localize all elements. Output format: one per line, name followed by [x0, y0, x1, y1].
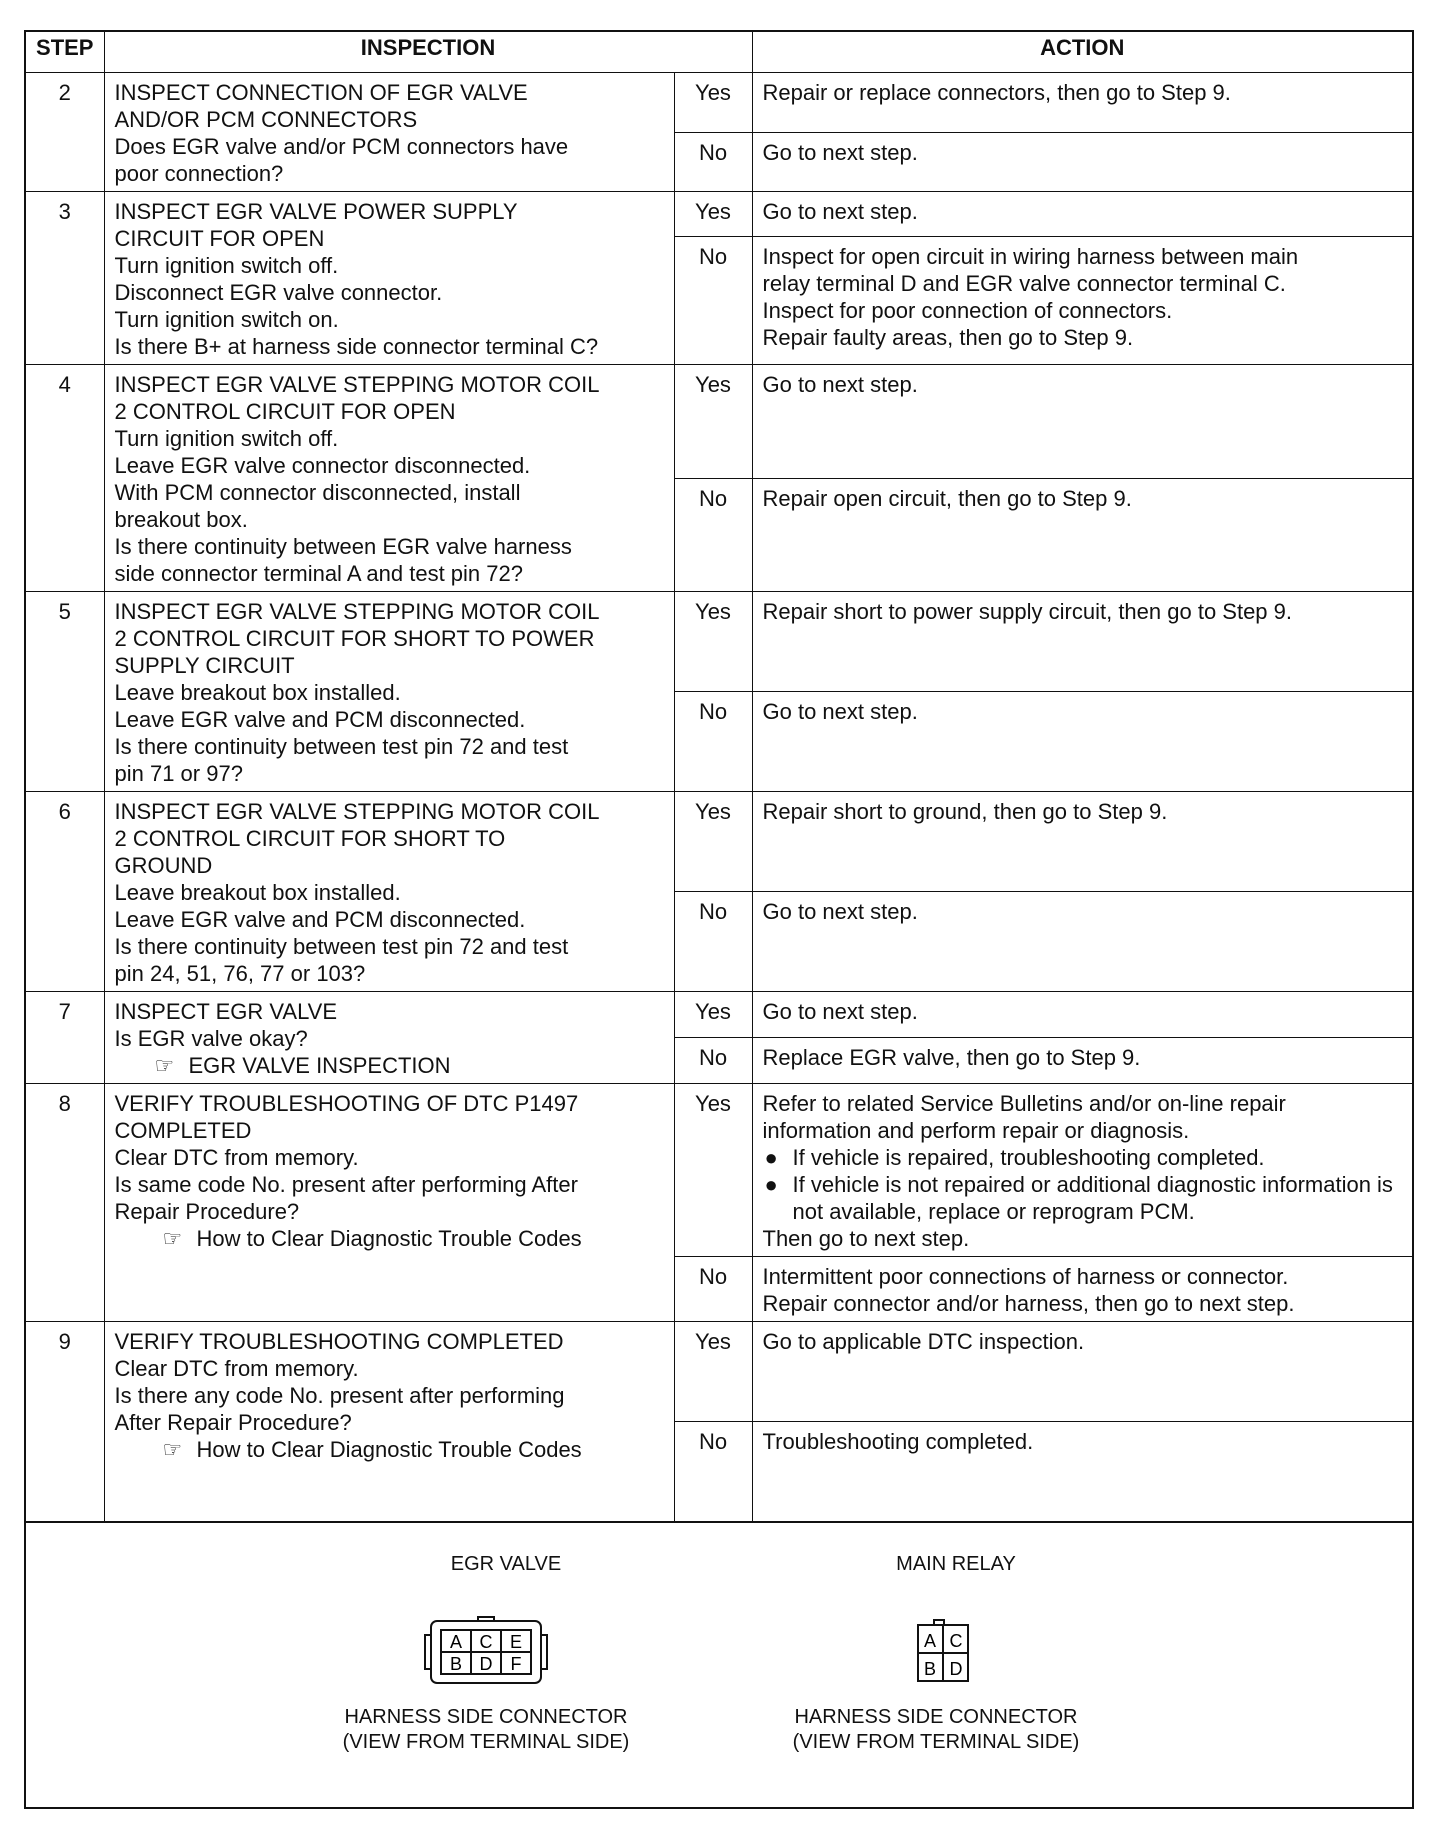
inspection-line: Clear DTC from memory. — [114, 1356, 359, 1381]
yes-answer: Yes — [674, 792, 752, 892]
no-action-line: Go to next step. — [762, 699, 918, 724]
no-action — [752, 132, 1412, 192]
inspection-line: VERIFY TROUBLESHOOTING OF DTC P1497 — [114, 1091, 579, 1116]
egr-valve-caption-line-1: HARNESS SIDE CONNECTOR — [344, 1706, 628, 1728]
yes-action — [752, 1322, 1412, 1422]
inspection-line: Leave breakout box installed. — [114, 680, 401, 705]
inspection-line: Disconnect EGR valve connector. — [114, 280, 443, 305]
egr-terminal-f: F — [510, 1654, 522, 1674]
yes-action — [752, 1084, 1412, 1257]
step-number: 3 — [26, 192, 104, 365]
no-answer: No — [674, 478, 752, 592]
no-action-line: Repair open circuit, then go to Step 9. — [762, 485, 1132, 511]
egr-valve-figure-title: EGR VALVE — [450, 1553, 562, 1575]
yes-action-line: Go to next step. — [762, 999, 918, 1024]
inspection-line: Repair Procedure? — [114, 1199, 300, 1224]
no-answer: No — [674, 1038, 752, 1084]
inspection-line: Is same code No. present after performing After — [114, 1172, 578, 1197]
no-action-line: Go to next step. — [762, 139, 918, 165]
egr-terminal-e: E — [509, 1632, 523, 1652]
action-bullet — [763, 1171, 1405, 1225]
inspection-line: COMPLETED — [114, 1118, 252, 1143]
yes-action-line: Repair short to power supply circuit, then go to Step 9. — [762, 599, 1293, 624]
inspection-line: Is there continuity between EGR valve harness — [114, 534, 572, 559]
no-action — [752, 236, 1412, 364]
inspection-line: breakout box. — [114, 507, 248, 532]
inspection-line: SUPPLY CIRCUIT — [114, 653, 295, 678]
egr-valve-caption — [316, 1705, 656, 1755]
inspection-line: INSPECT EGR VALVE — [114, 999, 338, 1024]
no-action-line: relay terminal D and EGR valve connector terminal C. — [762, 270, 1286, 296]
reference-link[interactable] — [115, 1052, 666, 1079]
yes-action — [752, 365, 1412, 479]
inspection-cell — [104, 365, 674, 592]
inspection-line: CIRCUIT FOR OPEN — [114, 226, 325, 251]
no-action-line: Inspect for poor connection of connectors. — [762, 297, 1173, 323]
relay-terminal-c: C — [949, 1631, 963, 1651]
yes-action — [752, 192, 1412, 237]
inspection-line: INSPECT EGR VALVE POWER SUPPLY — [114, 199, 518, 224]
step-4-row — [26, 365, 1412, 479]
egr-terminal-d: D — [479, 1654, 493, 1674]
step-number: 9 — [26, 1322, 104, 1522]
main-relay-caption-line-2: (VIEW FROM TERMINAL SIDE) — [792, 1731, 1080, 1753]
egr-terminal-b: B — [449, 1654, 463, 1674]
reference-text[interactable]: How to Clear Diagnostic Trouble Codes — [196, 1226, 582, 1251]
main-relay-connector-diagram — [896, 1615, 986, 1687]
yes-action — [752, 992, 1412, 1038]
no-answer: No — [674, 1422, 752, 1522]
inspection-line: Does EGR valve and/or PCM connectors have — [114, 134, 569, 159]
step-7-row — [26, 992, 1412, 1038]
reference-text[interactable]: How to Clear Diagnostic Trouble Codes — [196, 1437, 582, 1462]
yes-answer: Yes — [674, 73, 752, 133]
egr-valve-connector-diagram — [421, 1615, 551, 1687]
step-number: 5 — [26, 592, 104, 792]
inspection-line: pin 24, 51, 76, 77 or 103? — [114, 961, 366, 986]
main-relay-caption — [766, 1705, 1106, 1755]
inspection-line: Turn ignition switch off. — [114, 426, 339, 451]
inspection-line: With PCM connector disconnected, install — [114, 480, 521, 505]
egr-valve-caption-line-2: (VIEW FROM TERMINAL SIDE) — [342, 1731, 630, 1753]
inspection-cell — [104, 792, 674, 992]
inspection-cell — [104, 992, 674, 1084]
inspection-line: Leave EGR valve and PCM disconnected. — [114, 707, 526, 732]
inspection-line: Clear DTC from memory. — [114, 1145, 359, 1170]
yes-action — [752, 792, 1412, 892]
inspection-cell — [104, 73, 674, 192]
step-number: 8 — [26, 1084, 104, 1322]
no-answer: No — [674, 1257, 752, 1322]
inspection-cell — [104, 1322, 674, 1522]
no-action-line: Repair connector and/or harness, then go to next step. — [762, 1291, 1295, 1316]
inspection-line: Is there any code No. present after performing — [114, 1383, 565, 1408]
inspection-line: GROUND — [114, 853, 213, 878]
no-action — [752, 1422, 1412, 1522]
troubleshooting-document — [24, 30, 1414, 1809]
relay-terminal-d: D — [949, 1659, 963, 1679]
no-action — [752, 478, 1412, 592]
yes-action — [752, 592, 1412, 692]
bullet-text: If vehicle is repaired, troubleshooting completed. — [792, 1145, 1265, 1170]
inspection-cell — [104, 592, 674, 792]
step-3-row — [26, 192, 1412, 237]
no-answer: No — [674, 132, 752, 192]
no-action — [752, 692, 1412, 792]
table-header-row — [26, 32, 1412, 73]
inspection-line: side connector terminal A and test pin 72? — [114, 561, 523, 586]
no-action — [752, 1038, 1412, 1084]
reference-link[interactable] — [115, 1436, 666, 1463]
inspection-line: 2 CONTROL CIRCUIT FOR SHORT TO POWER — [114, 626, 595, 651]
inspection-line: INSPECT EGR VALVE STEPPING MOTOR COIL — [114, 599, 600, 624]
relay-terminal-a: A — [923, 1631, 937, 1651]
bullet-dot-icon: ● — [764, 1145, 778, 1170]
inspection-line: INSPECT EGR VALVE STEPPING MOTOR COIL — [114, 372, 600, 397]
main-relay-figure-title: MAIN RELAY — [896, 1553, 1016, 1575]
no-action-line: Intermittent poor connections of harness or connector. — [762, 1264, 1289, 1289]
yes-action-line: Repair short to ground, then go to Step 9. — [762, 799, 1168, 824]
main-relay-caption-line-1: HARNESS SIDE CONNECTOR — [794, 1706, 1078, 1728]
inspection-line: Leave EGR valve connector disconnected. — [114, 453, 531, 478]
inspection-line: 2 CONTROL CIRCUIT FOR SHORT TO — [114, 826, 506, 851]
bullet-text: If vehicle is not repaired or additional diagnostic information is not available, replace or reprogram PCM. — [792, 1172, 1393, 1224]
yes-action-line: Go to next step. — [762, 372, 918, 397]
egr-terminal-c: C — [479, 1632, 493, 1652]
step-number: 4 — [26, 365, 104, 592]
action-column-header: ACTION — [752, 32, 1412, 73]
yes-action-line: Repair or replace connectors, then go to Step 9. — [762, 80, 1231, 105]
step-column-header: STEP — [26, 32, 104, 73]
inspection-line: Turn ignition switch on. — [114, 307, 339, 332]
no-action — [752, 1257, 1412, 1322]
yes-action — [752, 73, 1412, 133]
inspection-line: pin 71 or 97? — [114, 761, 243, 786]
no-answer: No — [674, 892, 752, 992]
no-action-line: Repair faulty areas, then go to Step 9. — [762, 324, 1134, 350]
no-action-line: Inspect for open circuit in wiring harness between main — [762, 243, 1299, 269]
yes-answer: Yes — [674, 1322, 752, 1422]
no-action-line: Troubleshooting completed. — [762, 1429, 1034, 1454]
yes-action-after: Then go to next step. — [762, 1226, 970, 1251]
step-number: 7 — [26, 992, 104, 1084]
inspection-column-header: INSPECTION — [104, 32, 752, 73]
inspection-line: VERIFY TROUBLESHOOTING COMPLETED — [114, 1329, 564, 1354]
yes-action-line: Refer to related Service Bulletins and/or on-line repair — [762, 1091, 1286, 1116]
yes-action-line: Go to next step. — [762, 199, 918, 224]
relay-terminal-b: B — [923, 1659, 937, 1679]
yes-answer: Yes — [674, 592, 752, 692]
step-6-row — [26, 792, 1412, 892]
no-answer: No — [674, 236, 752, 364]
step-5-row — [26, 592, 1412, 692]
no-action — [752, 892, 1412, 992]
reference-hand-icon: ☞ — [162, 1226, 183, 1251]
egr-terminal-a: A — [449, 1632, 463, 1652]
inspection-line: Leave breakout box installed. — [114, 880, 401, 905]
inspection-line: 2 CONTROL CIRCUIT FOR OPEN — [114, 399, 456, 424]
inspection-line: Is there continuity between test pin 72 and test — [114, 934, 569, 959]
inspection-line: AND/OR PCM CONNECTORS — [114, 107, 418, 132]
reference-hand-icon: ☞ — [154, 1053, 175, 1078]
step-8-row — [26, 1084, 1412, 1257]
yes-answer: Yes — [674, 1084, 752, 1257]
no-action-line: Go to next step. — [762, 899, 918, 924]
inspection-cell — [104, 192, 674, 365]
step-number: 6 — [26, 792, 104, 992]
reference-text[interactable]: EGR VALVE INSPECTION — [188, 1053, 451, 1078]
connector-figures — [26, 1522, 1412, 1793]
inspection-line: poor connection? — [114, 161, 284, 186]
step-2-row — [26, 73, 1412, 133]
yes-action-line: information and perform repair or diagnosis. — [762, 1118, 1190, 1143]
inspection-line: Is EGR valve okay? — [114, 1026, 308, 1051]
yes-answer: Yes — [674, 365, 752, 479]
troubleshooting-table — [26, 32, 1412, 1522]
yes-answer: Yes — [674, 992, 752, 1038]
yes-answer: Yes — [674, 192, 752, 237]
inspection-line: INSPECT EGR VALVE STEPPING MOTOR COIL — [114, 799, 600, 824]
no-action-line: Replace EGR valve, then go to Step 9. — [762, 1045, 1141, 1070]
inspection-line: Turn ignition switch off. — [114, 253, 339, 278]
step-number: 2 — [26, 73, 104, 192]
yes-action-line: Go to applicable DTC inspection. — [762, 1329, 1085, 1354]
inspection-line: Is there B+ at harness side connector terminal C? — [114, 334, 599, 359]
reference-hand-icon: ☞ — [162, 1437, 183, 1462]
inspection-line: Is there continuity between test pin 72 and test — [114, 734, 569, 759]
reference-link[interactable] — [115, 1225, 666, 1252]
bullet-dot-icon: ● — [764, 1172, 778, 1197]
no-answer: No — [674, 692, 752, 792]
inspection-line: Leave EGR valve and PCM disconnected. — [114, 907, 526, 932]
action-bullet — [763, 1144, 1405, 1171]
inspection-cell — [104, 1084, 674, 1322]
inspection-line: INSPECT CONNECTION OF EGR VALVE — [114, 80, 528, 105]
step-9-row — [26, 1322, 1412, 1422]
inspection-line: After Repair Procedure? — [114, 1410, 352, 1435]
